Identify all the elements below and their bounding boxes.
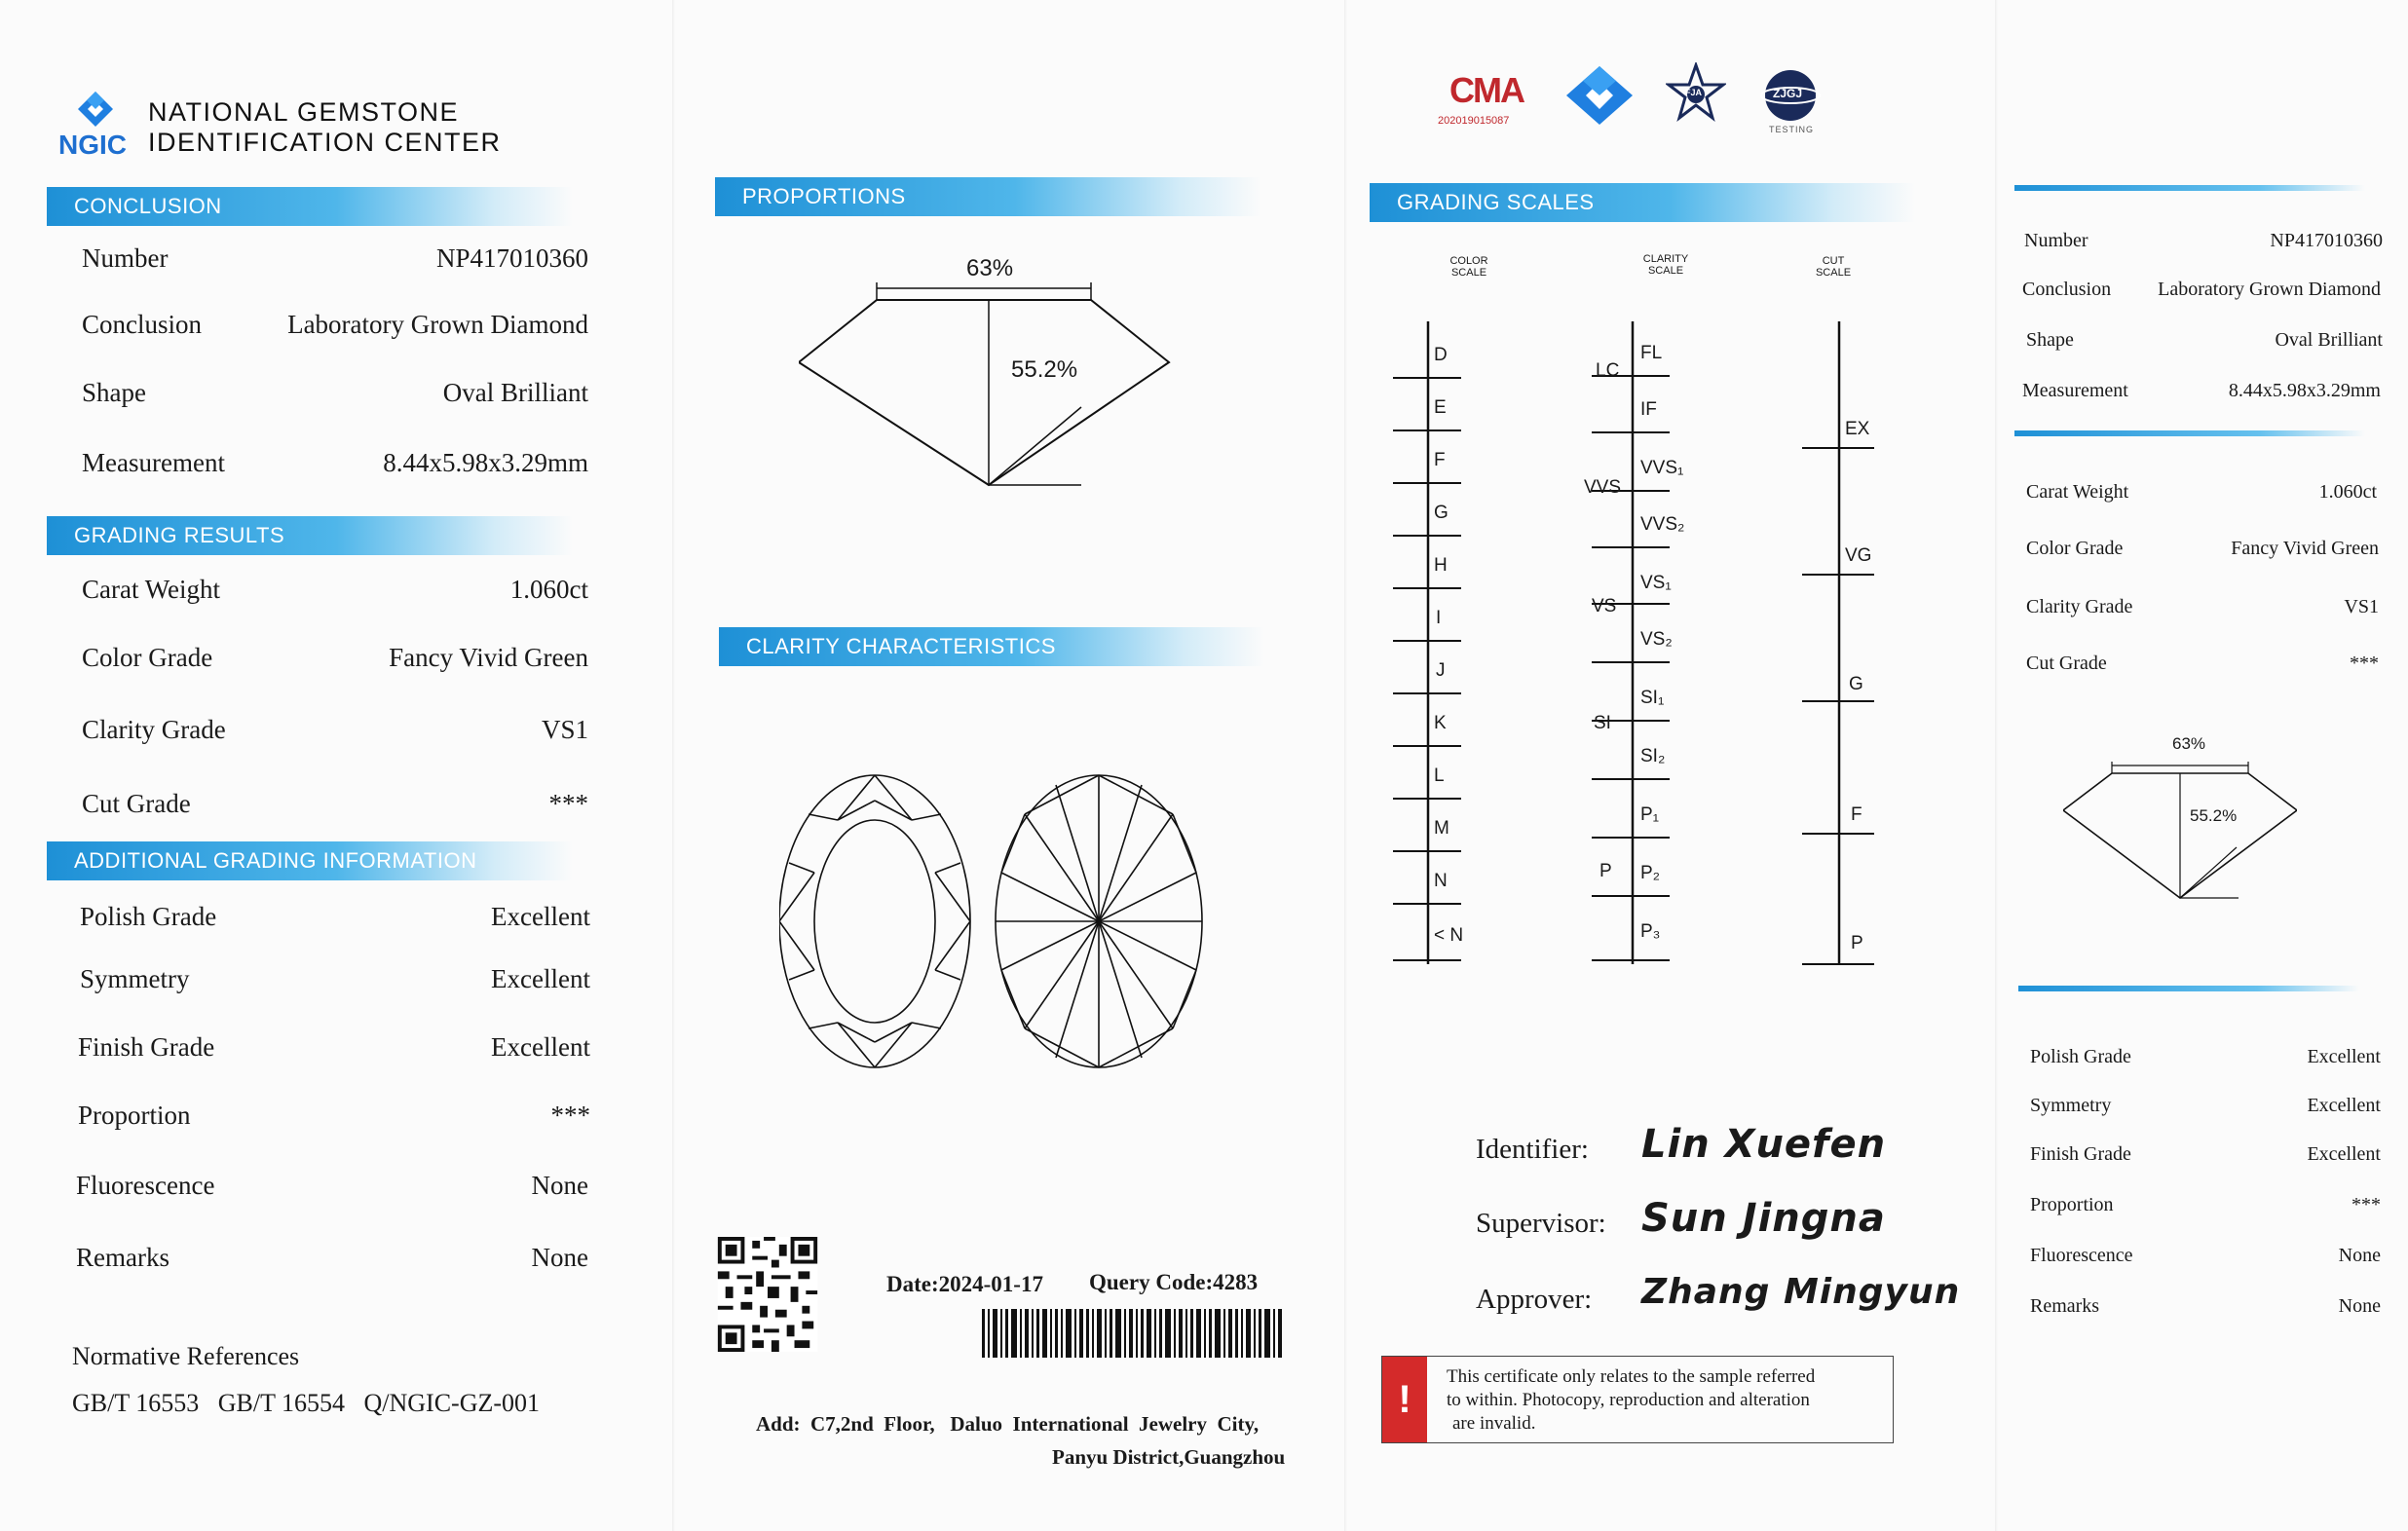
summary-label: Measurement [2022,380,2128,401]
detail-label: Cut Grade [82,789,191,818]
summary-value: Fancy Vivid Green [2231,538,2379,559]
signature-name: Lin Xuefen [1641,1122,1887,1167]
color-grade-label: E [1434,397,1447,418]
summary-value: 1.060ct [2318,481,2377,503]
detail-label: Shape [82,378,146,407]
color-grade-label: L [1434,766,1445,786]
clarity-grade-label: P₂ [1640,863,1661,883]
org-name-line2: IDENTIFICATION CENTER [148,128,502,157]
color-grade-label: J [1436,660,1446,681]
summary-value: Excellent [2307,1143,2381,1165]
summary-label: Clarity Grade [2026,596,2133,617]
summary-label: Carat Weight [2026,481,2129,503]
cut-grade-label: VG [1845,545,1872,566]
depth-percent: 55.2% [1011,356,1078,383]
clarity-grade-label: SI₁ [1640,688,1665,708]
proportion-diagram [799,253,1179,497]
address-line1: Add: C7,2nd Floor, Daluo International Jewelry City, [756,1412,1260,1436]
summary-value: Laboratory Grown Diamond [2158,279,2381,300]
section-banner-conclusion: CONCLUSION [47,187,573,226]
zjgj-label: ZJGJ [1773,87,1803,100]
fja-label: FJA [1685,88,1703,97]
detail-label: Color Grade [82,643,213,672]
clarity-group-label: VVS [1584,477,1622,498]
section-banner-additional: ADDITIONAL GRADING INFORMATION [47,841,573,880]
warning-icon: ! [1382,1357,1427,1442]
detail-value: Fancy Vivid Green [389,643,588,672]
summary-value: Excellent [2307,1046,2381,1067]
normative-title: Normative References [72,1342,300,1370]
address-line2: Panyu District,Guangzhou [1052,1445,1286,1469]
cma-logo: CMA [1449,70,1524,110]
testing-label: TESTING [1769,125,1815,134]
clarity-grade-label: VS₁ [1640,573,1672,593]
detail-label: Symmetry [80,964,190,993]
org-name-line1: NATIONAL GEMSTONE [148,97,460,127]
detail-value: None [531,1243,588,1272]
signature-name: Sun Jingna [1641,1196,1886,1241]
summary-label: Color Grade [2026,538,2124,559]
detail-label: Carat Weight [82,575,221,604]
summary-value: None [2338,1295,2381,1317]
issue-date: Date:2024-01-17 [886,1272,1043,1296]
detail-value: 8.44x5.98x3.29mm [383,448,588,477]
clarity-grade-label: FL [1640,343,1663,363]
clarity-group-label: VS [1592,596,1617,616]
color-grade-label: D [1434,345,1448,365]
normative-refs: GB/T 16553 GB/T 16554 Q/NGIC-GZ-001 [72,1389,541,1417]
signature-role: Approver: [1476,1284,1593,1315]
query-code: Query Code:4283 [1089,1270,1259,1294]
summary-table-percent: 63% [2172,734,2206,753]
detail-value: 1.060ct [509,575,588,604]
cut-scale-head-line2: SCALE [1815,267,1852,279]
clarity-group-label: P [1599,861,1612,881]
cma-number: 202019015087 [1438,115,1510,127]
detail-value: Oval Brilliant [442,378,588,407]
summary-value: None [2338,1245,2381,1266]
summary-label: Fluorescence [2030,1245,2133,1266]
summary-label: Number [2024,230,2088,251]
detail-value: Laboratory Grown Diamond [287,310,588,339]
color-grade-label: H [1434,555,1448,576]
summary-value: NP417010360 [2270,230,2383,251]
color-grade-label: G [1434,503,1449,523]
clarity-grade-label: VS₂ [1640,629,1673,650]
signature-name: Zhang Mingyun [1641,1272,1961,1312]
summary-divider [2014,430,2365,436]
detail-value: *** [550,1101,590,1130]
detail-label: Fluorescence [76,1171,215,1200]
detail-label: Clarity Grade [82,715,226,744]
color-grade-label: M [1434,818,1449,839]
cut-grade-label: G [1849,674,1863,694]
detail-value: Excellent [491,1032,590,1062]
summary-value: Excellent [2307,1095,2381,1116]
detail-label: Measurement [82,448,225,477]
detail-value: *** [548,789,588,818]
clarity-scale-head-line1: CLARITY [1642,253,1689,265]
summary-value: VS1 [2344,596,2379,617]
clarity-group-label: LC [1596,360,1620,381]
summary-divider [2014,185,2365,191]
cut-grade-label: P [1851,933,1863,953]
color-grade-label: I [1436,608,1442,628]
summary-label: Conclusion [2022,279,2112,300]
detail-value: None [531,1171,588,1200]
summary-value: *** [2352,1194,2381,1215]
warning-line3: are invalid. [1452,1413,1536,1434]
warning-line2: to within. Photocopy, reproduction and alteration [1447,1390,1810,1410]
warning-box [1381,1356,1894,1443]
summary-label: Finish Grade [2030,1143,2131,1165]
clarity-grade-label: P₁ [1640,804,1660,825]
clarity-grade-label: VVS₁ [1640,458,1684,478]
section-banner-proportions: PROPORTIONS [715,177,1260,216]
barcode-icon [982,1309,1286,1358]
clarity-group-label: SI [1594,713,1611,733]
signature-role: Supervisor: [1476,1208,1606,1239]
cut-grade-label: EX [1845,419,1870,439]
clarity-plot-diagram [779,766,1227,1077]
cut-grade-label: F [1851,804,1862,825]
color-scale-head-line1: COLOR [1449,255,1488,267]
summary-label: Symmetry [2030,1095,2112,1116]
signature-role: Identifier: [1476,1134,1589,1165]
summary-divider [2018,986,2359,991]
detail-value: NP417010360 [435,243,588,273]
clarity-grade-label: SI₂ [1640,746,1666,766]
clarity-grade-label: P₃ [1640,921,1661,942]
panel-proportions [672,0,1335,1531]
color-scale-head-line2: SCALE [1450,267,1487,279]
detail-label: Proportion [78,1101,191,1130]
detail-label: Number [82,243,169,273]
ngic-abbr: NGIC [58,130,127,160]
detail-label: Polish Grade [80,902,217,931]
color-grade-label: N [1434,871,1448,891]
table-percent: 63% [966,255,1014,281]
summary-proportion-diagram [2063,744,2297,910]
detail-label: Finish Grade [78,1032,215,1062]
panel-scales [1344,0,1987,1531]
summary-value: Oval Brilliant [2275,329,2383,351]
color-grade-label: < N [1434,925,1464,946]
summary-value: 8.44x5.98x3.29mm [2228,380,2381,401]
color-grade-label: K [1434,713,1447,733]
section-banner-grading-scales: GRADING SCALES [1370,183,1915,222]
summary-label: Proportion [2030,1194,2114,1215]
color-grade-label: F [1434,450,1446,470]
summary-value: *** [2350,653,2379,674]
clarity-grade-label: IF [1640,399,1657,420]
section-banner-grading-results: GRADING RESULTS [47,516,573,555]
detail-label: Remarks [76,1243,169,1272]
summary-label: Remarks [2030,1295,2100,1317]
panel-summary [1995,0,2408,1531]
section-banner-clarity: CLARITY CHARACTERISTICS [719,627,1264,666]
detail-label: Conclusion [82,310,203,339]
detail-value: VS1 [541,715,588,744]
summary-depth-percent: 55.2% [2190,806,2238,825]
summary-label: Cut Grade [2026,653,2107,674]
warning-line1: This certificate only relates to the sample referred [1447,1366,1816,1387]
panel-details [0,0,672,1531]
detail-value: Excellent [491,902,590,931]
qr-code-icon [717,1237,818,1352]
summary-label: Polish Grade [2030,1046,2131,1067]
clarity-scale-head-line2: SCALE [1647,265,1684,277]
clarity-grade-label: VVS₂ [1640,514,1685,535]
detail-value: Excellent [491,964,590,993]
summary-label: Shape [2026,329,2074,351]
cut-scale-head-line1: CUT [1822,255,1845,267]
